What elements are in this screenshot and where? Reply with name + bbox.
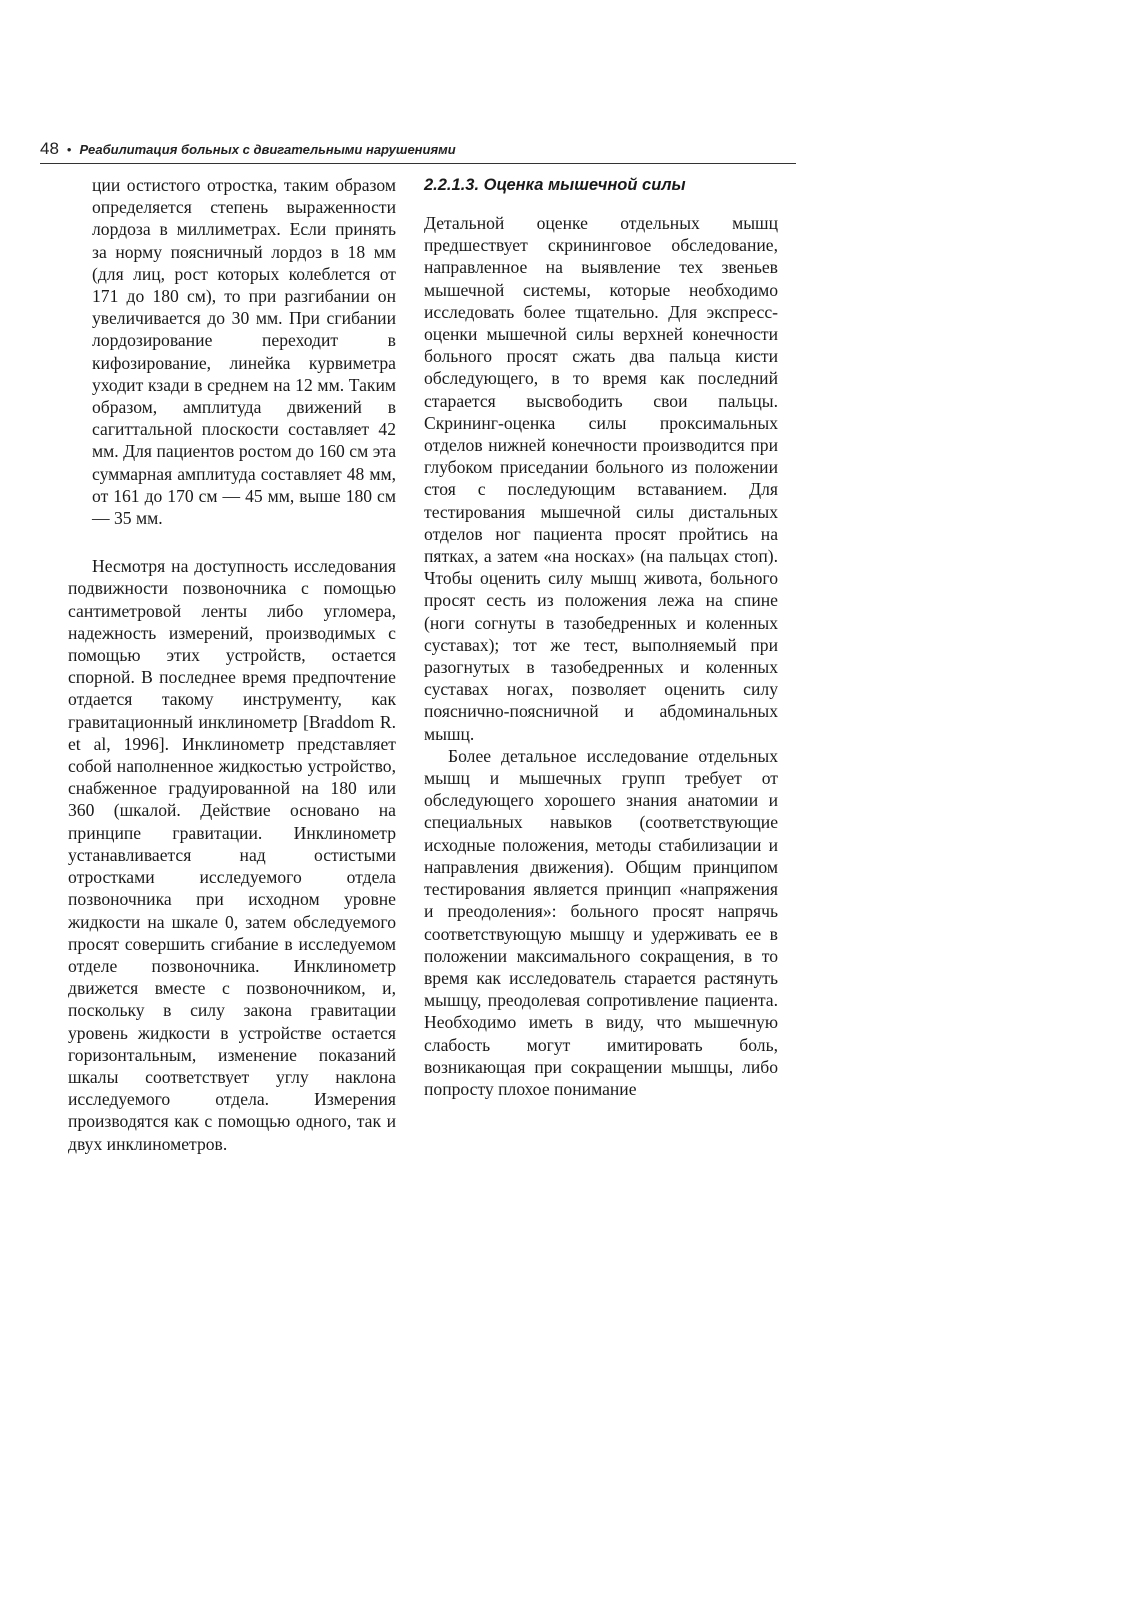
right-column [424,174,778,1100]
left-paragraph-2: Несмотря на доступность исследования подвижности позвоночника с помощью сантиметровой ленты либо угломера, надежность измерений, производимых с помощью этих устройств, остается спорной. В последнее время предпочтение отдается такому инструменту, как гравитационный инклинометр [Braddom R. et al, 1996]. Инклинометр представляет собой наполненное жидкостью устройство, снабженное градуированной на 180 или 360 (шкалой. Действие основано на принципе гравитации. Инклинометр устанавливается над остистыми отростками исследуемого отдела позвоночника при исходном уровне жидкости на шкале 0, затем обследуемого просят совершить сгибание в исследуемом отделе позвоночника. Инклинометр движется вместе с позвоночником, и, поскольку в силу закона гравитации уровень жидкости в устройстве остается горизонтальным, изменение показаний шкалы соответствует углу наклона исследуемого отдела. Измерения производятся как с помощью одного, так и двух инклинометров. [68,556,396,1154]
right-paragraph-1: Детальной оценке отдельных мышц предшествует скрининговое обследование, направленное на выявление тех звеньев мышечной системы, которые необходимо исследовать более тщательно. Для экспресс-оценки мышечной силы верхней конечности больного просят сжать два пальца кисти обследующего, в то время как последний старается высвободить свои пальцы. Скрининг-оценка силы проксимальных отделов нижней конечности производится при глубоком приседании больного из положении стоя с последующим вставанием. Для тестирования мышечной силы дистальных отделов ног пациента просят пройтись на пятках, а затем «на носках» (на пальцах стоп). Чтобы оценить силу мышц живота, больного просят сесть из положения лежа на спине (ноги согнуты в тазобедренных и коленных суставах); тот же тест, выполняемый при разогнутых в тазобедренных и коленных суставах ногах, позволяет оценить силу пояснично-поясничной и абдоминальных мышц. [424,213,778,744]
left-column [68,174,396,1155]
continued-paragraph-block [68,174,396,529]
section-heading: 2.2.1.3. Оценка мышечной силы [424,176,686,194]
running-header [40,139,796,164]
right-paragraph-2: Более детальное исследование отдельных мышц и мышечных групп требует от обследующего хорошего знания анатомии и специальных навыков (соответствующие исходные положения, методы стабилизации и направления движения). Общим принципом тестирования является принцип «напряжения и преодоления»: больного просят напрячь соответствующую мышцу и удерживать ее в положении максимального сокращения, в то время как исследователь старается растянуть мышцу, преодолевая сопротивление пациента. Необходимо иметь в виду, что мышечную слабость могут имитировать боль, возникающая при сокращении мышцы, либо попросту плохое понимание [424,745,778,1099]
header-bullet: • [66,142,72,157]
left-paragraph-1: ции остистого отростка, таким образом определяется степень выраженности лордоза в миллиметрах. Если принять за норму поясничный лордоз в 18 мм (для лиц, рост которых колеблется от 171 до 180 см), то при разгибании он увеличивается до 30 мм. При сгибании лордозирование переходит в кифозирование, линейка курвиметра уходит кзади в среднем на 12 мм. Таким образом, амплитуда движений в сагиттальной плоскости составляет 42 мм. Для пациентов ростом до 160 см эта суммарная амплитуда составляет 48 мм, от 161 до 170 см — 45 мм, выше 180 см — 35 мм. [92,175,396,529]
book-title: Реабилитация больных с двигательными нарушениями [79,142,456,157]
page-number: 48 [40,139,59,158]
